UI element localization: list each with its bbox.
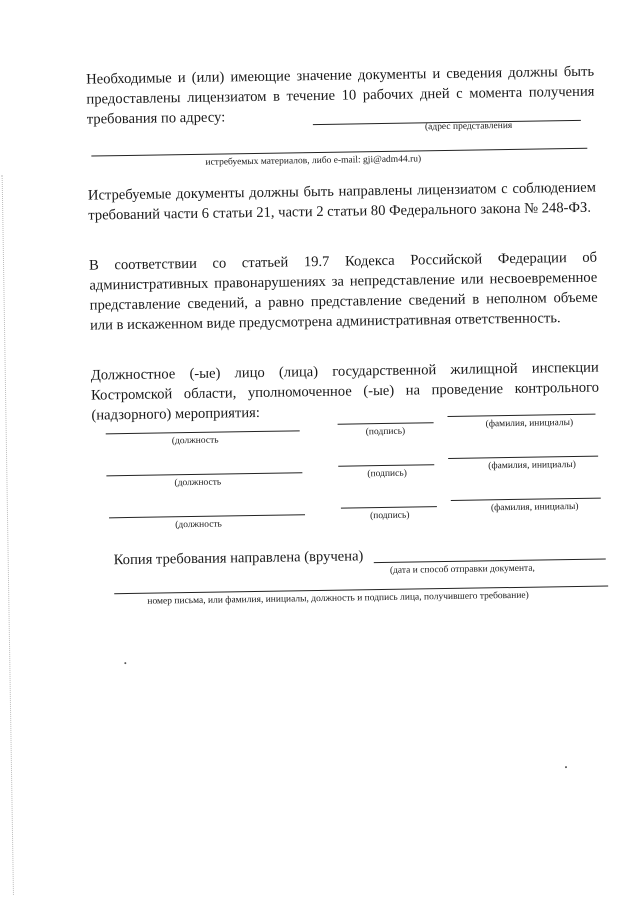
copy-date-caption: (дата и способ отправки документа, — [389, 563, 535, 576]
paragraph-liability: В соответствии со статьей 19.7 Кодекса Российской Федерации об административных правонарушениях за непредставление или несвоевременное представление сведений, а равно представление сведений в неполном объеме или в искаженном виде предусмотрена административная ответственность. — [88, 249, 598, 334]
name-line — [451, 498, 601, 501]
name-caption: (фамилия, инициалы) — [485, 418, 574, 430]
signature-caption: (подпись) — [369, 510, 410, 522]
signature-line — [338, 464, 434, 467]
scan-speck — [565, 766, 567, 768]
position-caption: (должность — [174, 477, 222, 489]
signature-caption: (подпись) — [367, 468, 407, 480]
paragraph-deadline: Необходимые и (или) имеющие значение документы и сведения должны быть предоставлены лицензиатом в течение 10 рабочих дней с момента получения требования по адресу: — [86, 63, 595, 128]
scan-speck — [124, 662, 126, 664]
paragraph-officials: Должностное (-ые) лицо (лица) государственной жилищной инспекции Костромской области, уполномоченное (-ые) на проведение контрольного (надзорного) мероприятия: — [90, 359, 600, 424]
signature-caption: (подпись) — [365, 426, 406, 438]
position-caption: (должность — [171, 435, 219, 447]
signature-line — [338, 422, 434, 425]
address-caption-cont: истребуемых материалов, либо e-mail: gji@adm44.ru) — [205, 154, 422, 168]
position-line — [106, 472, 302, 476]
name-caption: (фамилия, инициалы) — [490, 501, 579, 514]
position-line — [109, 514, 305, 518]
signature-line — [341, 506, 437, 509]
copy-date-line — [374, 559, 606, 564]
name-caption: (фамилия, инициалы) — [488, 459, 576, 472]
scan-margin-artifact — [2, 175, 15, 895]
position-line — [106, 430, 300, 434]
copy-recipient-caption: номер письма, или фамилия, инициалы, должность и подпись лица, получившего требование) — [147, 590, 529, 607]
copy-sent-label: Копия требования направлена (вручена) — [113, 548, 364, 569]
name-line — [448, 456, 598, 459]
address-caption: (адрес представления — [424, 120, 513, 133]
paragraph-requirements: Истребуемые документы должны быть направлены лицензиатом с соблюдением требований части 6 статьи 21, части 2 статьи 80 Федерального закона № 248-ФЗ. — [87, 179, 597, 224]
position-caption: (должность — [175, 519, 222, 531]
